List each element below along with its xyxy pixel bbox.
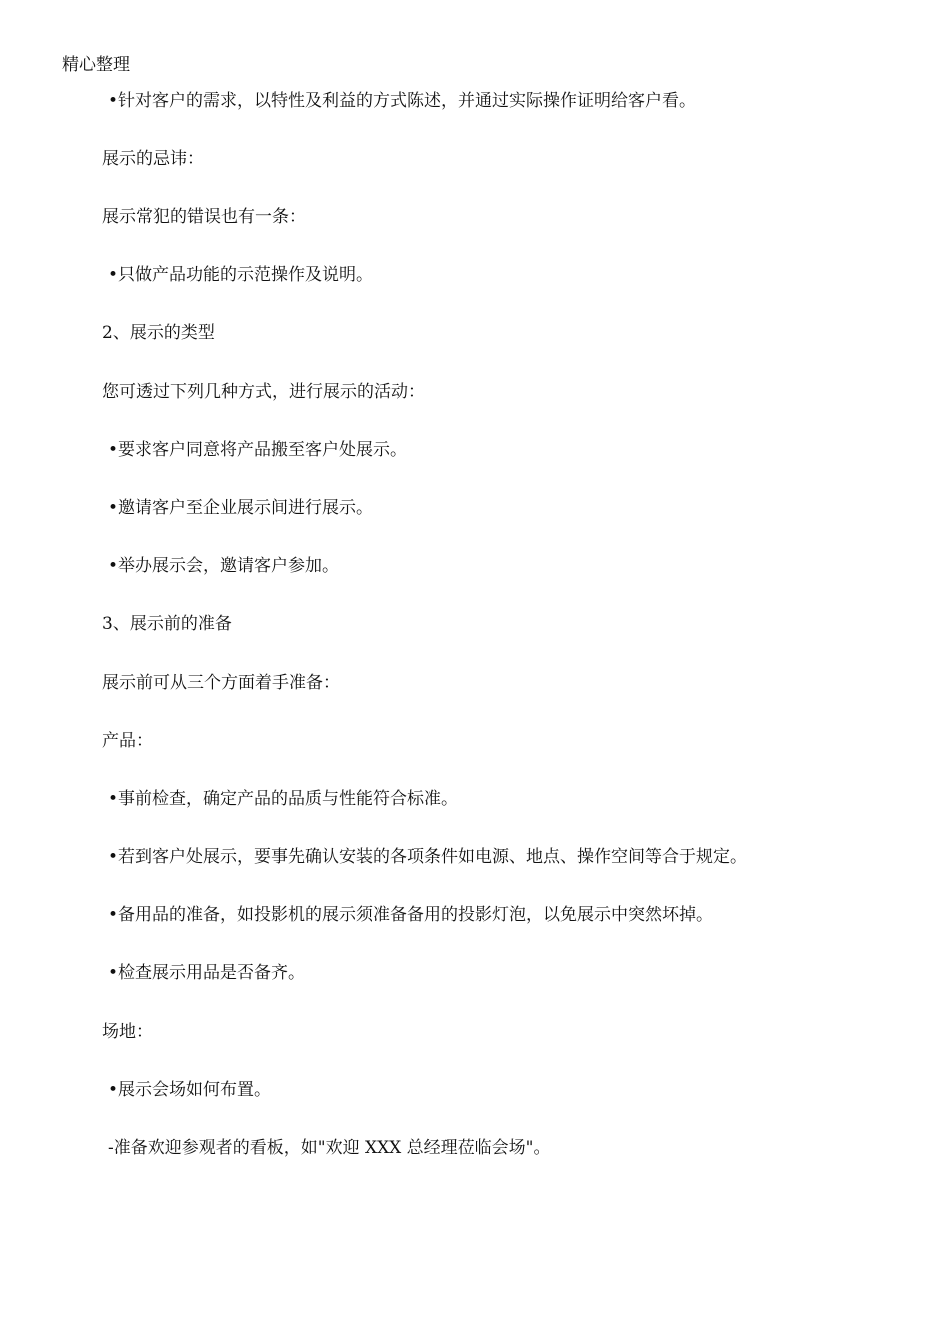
paragraph-demo-taboo-heading: 展示的忌讳： xyxy=(102,149,204,169)
list-item-move-product: •要求客户同意将产品搬至客户处展示。 xyxy=(108,440,408,460)
section-heading-preparation: 3、展示前的准备 xyxy=(102,614,232,634)
section-heading-demo-types: 2、展示的类型 xyxy=(102,323,215,343)
list-item-invite-showroom: •邀请客户至企业展示间进行展示。 xyxy=(108,498,374,518)
subheading-product: 产品： xyxy=(102,731,153,751)
paragraph-three-aspects: 展示前可从三个方面着手准备： xyxy=(102,673,340,693)
list-item-hold-exhibition: •举办展示会，邀请客户参加。 xyxy=(108,556,340,576)
paragraph-mistake-item: •只做产品功能的示范操作及说明。 xyxy=(108,265,374,285)
document-header: 精心整理 xyxy=(62,55,130,75)
list-item-venue-layout: •展示会场如何布置。 xyxy=(108,1080,272,1100)
list-item-check-supplies: •检查展示用品是否备齐。 xyxy=(108,963,306,983)
paragraph-demo-purpose: •针对客户的需求，以特性及利益的方式陈述，并通过实际操作证明给客户看。 xyxy=(108,91,697,111)
list-item-spare-parts: •备用品的准备，如投影机的展示须准备备用的投影灯泡，以免展示中突然坏掉。 xyxy=(108,905,714,925)
paragraph-demo-ways: 您可透过下列几种方式，进行展示的活动： xyxy=(102,382,425,402)
subheading-venue: 场地： xyxy=(102,1022,153,1042)
list-item-welcome-board: -准备欢迎参观者的看板，如"欢迎 XXX 总经理莅临会场"。 xyxy=(108,1138,551,1158)
list-item-confirm-install: •若到客户处展示，要事先确认安装的各项条件如电源、地点、操作空间等合于规定。 xyxy=(108,847,748,867)
paragraph-common-mistake: 展示常犯的错误也有一条： xyxy=(102,207,306,227)
list-item-pre-check: •事前检查，确定产品的品质与性能符合标准。 xyxy=(108,789,459,809)
